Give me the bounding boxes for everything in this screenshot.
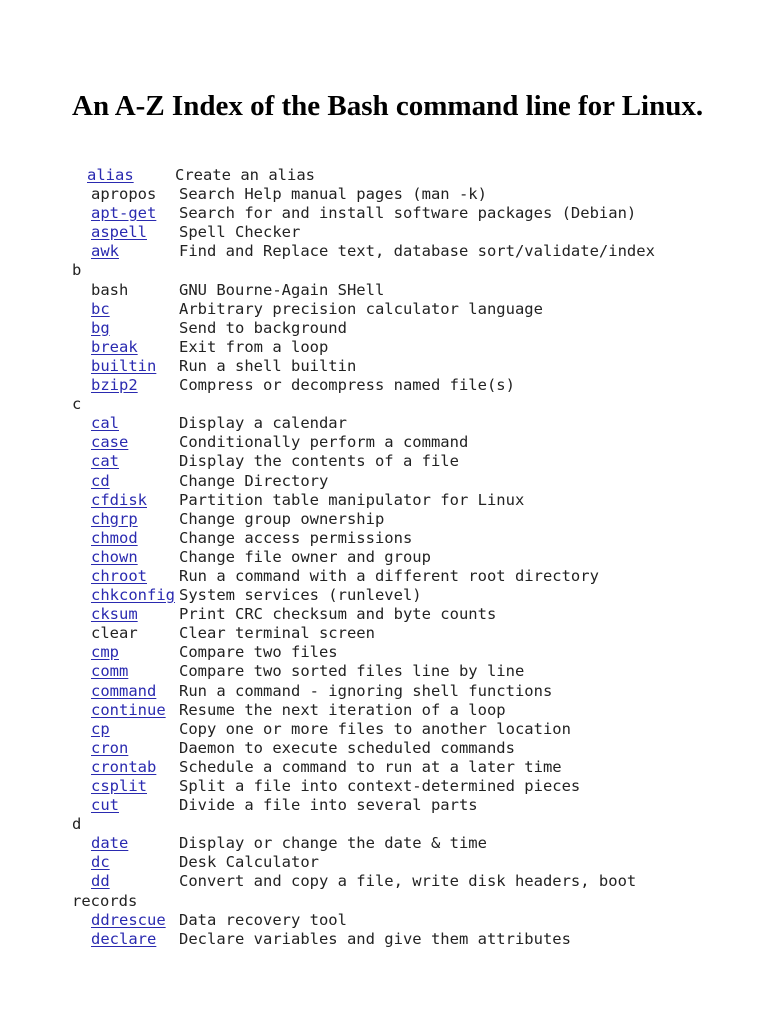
command-link[interactable]: apt-get bbox=[91, 204, 157, 223]
command-name: apropos bbox=[91, 185, 157, 204]
command-description: Change group ownership bbox=[179, 509, 385, 528]
command-description: Split a file into context-determined pieces bbox=[179, 777, 581, 795]
command-description: Change Directory bbox=[179, 471, 329, 490]
command-description: Run a command - ignoring shell functions bbox=[179, 681, 553, 700]
section-letter-text: b bbox=[72, 261, 82, 280]
command-description: Schedule a command to run at a later time bbox=[179, 757, 562, 776]
command-description: Send to background bbox=[179, 318, 347, 337]
command-link[interactable]: continue bbox=[91, 700, 166, 719]
command-description: Divide a file into several parts bbox=[179, 796, 478, 815]
command-link[interactable]: csplit bbox=[91, 777, 147, 795]
command-link[interactable]: chgrp bbox=[91, 509, 138, 528]
command-link[interactable]: cp bbox=[91, 719, 110, 738]
command-link[interactable]: cmp bbox=[91, 643, 119, 662]
command-description: System services (runlevel) bbox=[179, 586, 422, 605]
command-description: Change access permissions bbox=[179, 528, 413, 547]
command-description: Print CRC checksum and byte counts bbox=[179, 605, 497, 624]
command-description: Exit from a loop bbox=[179, 337, 329, 356]
command-description: Declare variables and give them attributes bbox=[179, 929, 571, 948]
command-link[interactable]: break bbox=[91, 337, 138, 356]
command-description: Convert and copy a file, write disk headers, boot bbox=[179, 872, 637, 891]
command-description: Display or change the date & time bbox=[179, 834, 487, 853]
command-description: Create an alias bbox=[175, 166, 315, 184]
command-name: clear bbox=[91, 624, 138, 643]
command-description: Run a shell builtin bbox=[179, 356, 357, 375]
section-letter-text: records bbox=[72, 891, 138, 910]
command-link[interactable]: cfdisk bbox=[91, 490, 147, 509]
command-description: Search Help manual pages (man -k) bbox=[179, 185, 487, 204]
command-link[interactable]: bc bbox=[91, 299, 110, 318]
command-name: bash bbox=[91, 280, 129, 299]
command-link[interactable]: cksum bbox=[91, 605, 138, 624]
command-description: Data recovery tool bbox=[179, 910, 347, 929]
section-letter-text: d bbox=[72, 815, 82, 834]
section-letter-text: c bbox=[72, 395, 82, 414]
command-link[interactable]: builtin bbox=[91, 356, 157, 375]
command-link[interactable]: chmod bbox=[91, 528, 138, 547]
command-description: Conditionally perform a command bbox=[179, 433, 469, 452]
command-description: Arbitrary precision calculator language bbox=[179, 299, 543, 318]
command-description: Display a calendar bbox=[179, 414, 347, 433]
command-link[interactable]: crontab bbox=[91, 757, 157, 776]
command-description: Compare two sorted files line by line bbox=[179, 662, 525, 681]
command-link[interactable]: chown bbox=[91, 547, 138, 566]
command-link[interactable]: declare bbox=[91, 929, 157, 948]
command-description: Daemon to execute scheduled commands bbox=[179, 738, 515, 757]
command-link[interactable]: chkconfig bbox=[91, 586, 175, 605]
command-description: Compare two files bbox=[179, 643, 338, 662]
command-description: Find and Replace text, database sort/validate/index bbox=[179, 242, 655, 261]
command-description: Run a command with a different root directory bbox=[179, 566, 599, 585]
command-link[interactable]: command bbox=[91, 681, 157, 700]
command-link[interactable]: alias bbox=[87, 166, 134, 184]
command-link[interactable]: case bbox=[91, 433, 129, 452]
command-link[interactable]: date bbox=[91, 834, 129, 853]
command-description: Clear terminal screen bbox=[179, 624, 375, 643]
command-link[interactable]: comm bbox=[91, 662, 129, 681]
command-link[interactable]: dc bbox=[91, 853, 110, 872]
page-title: An A-Z Index of the Bash command line for Linux. bbox=[72, 90, 704, 122]
command-description: Change file owner and group bbox=[179, 547, 431, 566]
command-link[interactable]: cron bbox=[91, 738, 129, 757]
command-description: Resume the next iteration of a loop bbox=[179, 700, 506, 719]
command-link[interactable]: bg bbox=[91, 318, 110, 337]
command-link[interactable]: cat bbox=[91, 452, 119, 471]
command-description: Search for and install software packages (Debian) bbox=[179, 204, 637, 223]
command-link[interactable]: chroot bbox=[91, 566, 147, 585]
command-link[interactable]: dd bbox=[91, 872, 110, 891]
command-description: Desk Calculator bbox=[179, 853, 319, 872]
command-description: GNU Bourne-Again SHell bbox=[179, 280, 385, 299]
command-description: Spell Checker bbox=[179, 223, 301, 242]
command-link[interactable]: cal bbox=[91, 414, 119, 433]
command-link[interactable]: bzip2 bbox=[91, 376, 138, 395]
command-link[interactable]: cut bbox=[91, 796, 119, 815]
command-link[interactable]: cd bbox=[91, 471, 110, 490]
command-description: Display the contents of a file bbox=[179, 452, 459, 471]
command-link[interactable]: awk bbox=[91, 242, 119, 261]
command-link[interactable]: ddrescue bbox=[91, 910, 166, 929]
command-description: Partition table manipulator for Linux bbox=[179, 490, 525, 509]
command-description: Copy one or more files to another location bbox=[179, 719, 571, 738]
command-link[interactable]: aspell bbox=[91, 223, 147, 242]
command-description: Compress or decompress named file(s) bbox=[179, 376, 515, 395]
